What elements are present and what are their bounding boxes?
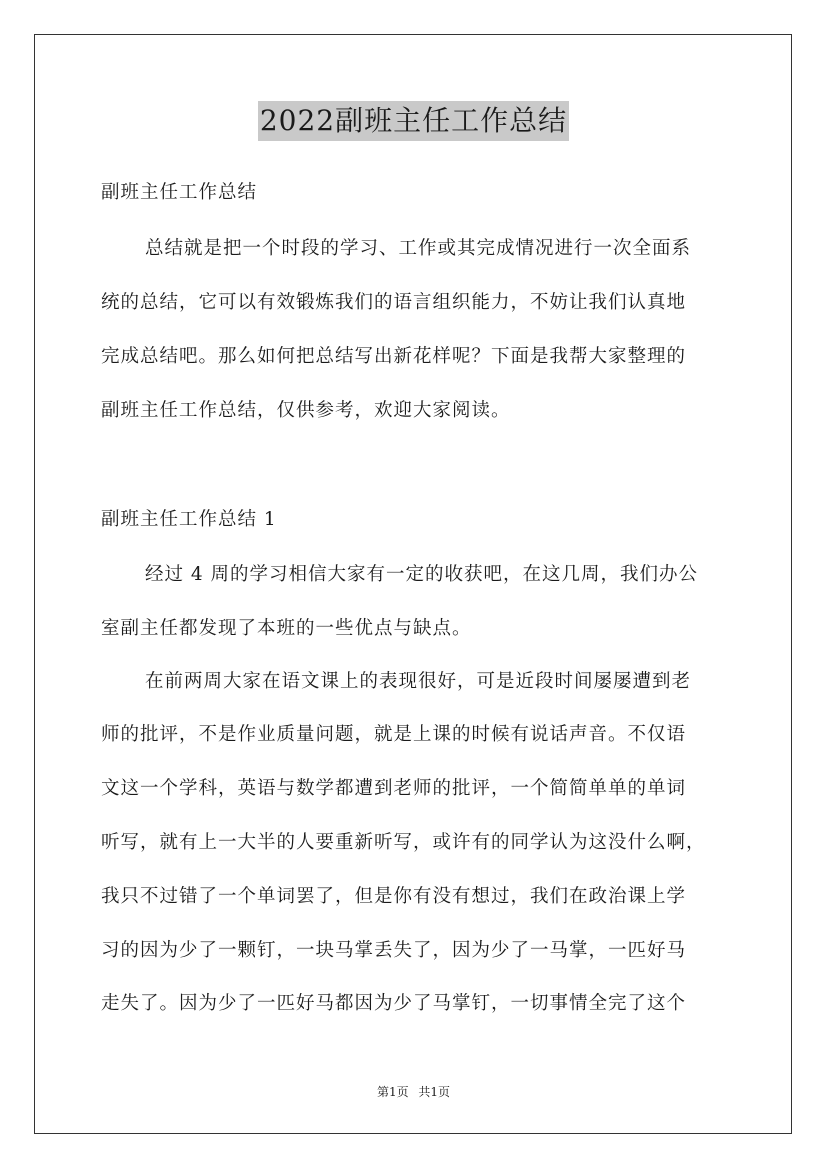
paragraph-line: 室副主任都发现了本班的一些优点与缺点。 (101, 618, 472, 639)
paragraph-line: 听写，就有上一大半的人要重新听写，或许有的同学认为这没什么啊， (101, 832, 706, 853)
paragraph-line: 我只不过错了一个单词罢了，但是你有没有想过，我们在政治课上学 (101, 886, 687, 907)
document-title: 2022副班主任工作总结 (258, 101, 569, 141)
paragraph-line: 走失了。因为少了一匹好马都因为少了马掌钉，一切事情全完了这个 (101, 993, 687, 1014)
page-number-footer: 第1页 共1页 (376, 1085, 451, 1099)
paragraph-line: 文这一个学科，英语与数学都遭到老师的批评，一个简简单单的单词 (101, 778, 687, 799)
paragraph-line: 在前两周大家在语文课上的表现很好，可是近段时间屡屡遭到老 (145, 671, 692, 692)
intro-line: 统的总结，它可以有效锻炼我们的语言组织能力，不妨让我们认真地 (101, 292, 687, 313)
paragraph-line: 习的因为少了一颗钉，一块马掌丢失了，因为少了一马掌，一匹好马 (101, 940, 687, 961)
document-subtitle: 副班主任工作总结 (101, 182, 258, 203)
intro-line: 副班主任工作总结，仅供参考，欢迎大家阅读。 (101, 400, 511, 421)
section-heading: 副班主任工作总结 1 (101, 509, 277, 530)
paragraph-line: 师的批评，不是作业质量问题，就是上课的时候有说话声音。不仅语 (101, 724, 687, 745)
intro-line: 总结就是把一个时段的学习、工作或其完成情况进行一次全面系 (145, 238, 692, 259)
paragraph-line: 经过 4 周的学习相信大家有一定的收获吧，在这几周，我们办公 (145, 564, 699, 585)
document-title-container (0, 101, 827, 141)
intro-line: 完成总结吧。那么如何把总结写出新花样呢？下面是我帮大家整理的 (101, 346, 687, 367)
